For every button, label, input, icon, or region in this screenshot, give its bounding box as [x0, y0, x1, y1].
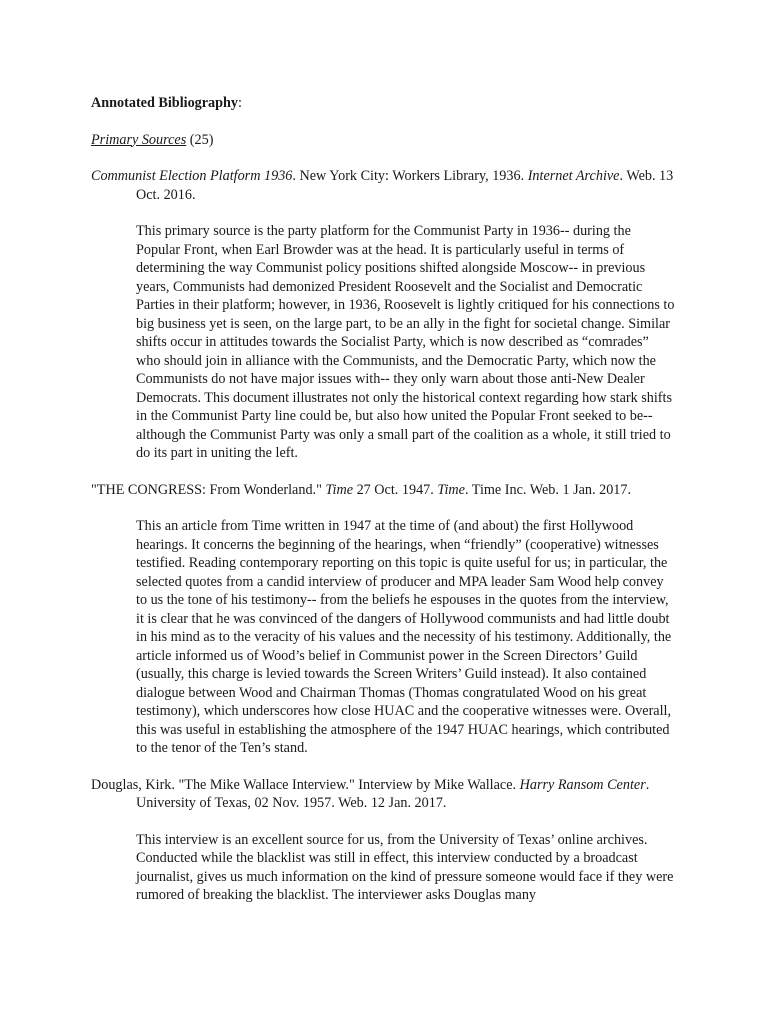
section-heading — [91, 131, 676, 150]
citation-author: Douglas, Kirk. "The Mike Wallace Interview." Interview by Mike Wallace. — [91, 776, 520, 793]
citation-article: "THE CONGRESS: From Wonderland." — [91, 481, 326, 498]
citation-database: Internet Archive — [527, 168, 620, 184]
annotation-paragraph-2: This an article from Time written in 1947 at the time of (and about) the first Hollywood hearings. It concerns the beginning of the hearings, when “friendly” (cooperative) witnesses testified. Reading contemporary reporting on this topic is quite useful for us; in particular, the selected quotes from a candid interview of producer and MPA leader Sam Wood help convey to us the tone of his testimony-- from the beliefs he espouses in the quotes from the interview, it is clear that he was convinced of the dangers of Hollywood communists and had little doubt in his mind as to the veracity of his values and the necessity of his testimony. Additionally, the article informed us of Wood’s belief in Communist power in the Screen Directors’ Guild (usually, this charge is levied towards the Screen Writers’ Guild instead). It also contained dialogue between Wood and Chairman Thomas (Thomas congratulated Wood on his great testimony), which underscores how close HUAC and the cooperative witnesses were. Overall, this was useful in establishing the atmosphere of the 1947 HUAC hearings, which contributed to the tenor of the Ten’s stand. — [136, 518, 672, 756]
citation-access: . Web. 13 Oct. 2016. — [136, 168, 674, 203]
citation-entry-2 — [91, 481, 676, 500]
section-count: (25) — [186, 131, 214, 148]
citation-publisher: . New York City: Workers Library, 1936. — [292, 168, 528, 184]
section-label: Primary Sources — [91, 131, 187, 148]
annotation-paragraph-1: This primary source is the party platform for the Communist Party in 1936-- during the Popular Front, when Earl Browder was at the head. It is particularly useful in terms of determining the way Communist policy positions shifted alongside Moscow-- in previous years, Communists had demonized President Roosevelt and the Socialist and Democratic Parties in their platform; however, in 1936, Roosevelt is lightly critiqued for his connections to big business yet is seen, on the large part, to be an ally in the fight for societal change. Similar shifts occur in attitudes towards the Socialist Party, which is now described as “comrades” who should join in alliance with the Communists, and the Democratic Party, which now the Communists do not have major issues with-- they only warn about those anti-New Dealer Democrats. This document illustrates not only the historical context regarding how stark shifts in the Communist Party line could be, but also how united the Popular Front seeked to be-- although the Communist Party was only a small part of the coalition as a whole, it still tried to do its part in uniting the left. — [136, 223, 675, 461]
title-text: Annotated Bibliography — [91, 95, 239, 111]
citation-database: Time — [437, 481, 465, 498]
citation-access: . Time Inc. Web. 1 Jan. 2017. — [464, 481, 632, 498]
citation-date: 27 Oct. 1947. — [353, 481, 438, 498]
citation-access: . University of Texas, 02 Nov. 1957. Web. 12 Jan. 2017. — [136, 776, 650, 811]
title-colon: : — [238, 95, 242, 111]
citation-database: Harry Ransom Center — [519, 776, 646, 793]
citation-title: Time — [325, 481, 354, 498]
document-page — [91, 94, 676, 923]
page-title — [91, 94, 676, 113]
citation-entry-1 — [91, 167, 676, 204]
citation-entry-3 — [91, 776, 676, 813]
citation-title: Communist Election Platform 1936 — [91, 168, 293, 184]
annotation-paragraph-3: This interview is an excellent source for us, from the University of Texas’ online archives. Conducted while the blacklist was still in effect, this interview conducted by a broadcast journalist, gives us much information on the kind of pressure someone would face if they were rumored of breaking the blacklist. The interviewer asks Douglas many — [136, 831, 674, 903]
